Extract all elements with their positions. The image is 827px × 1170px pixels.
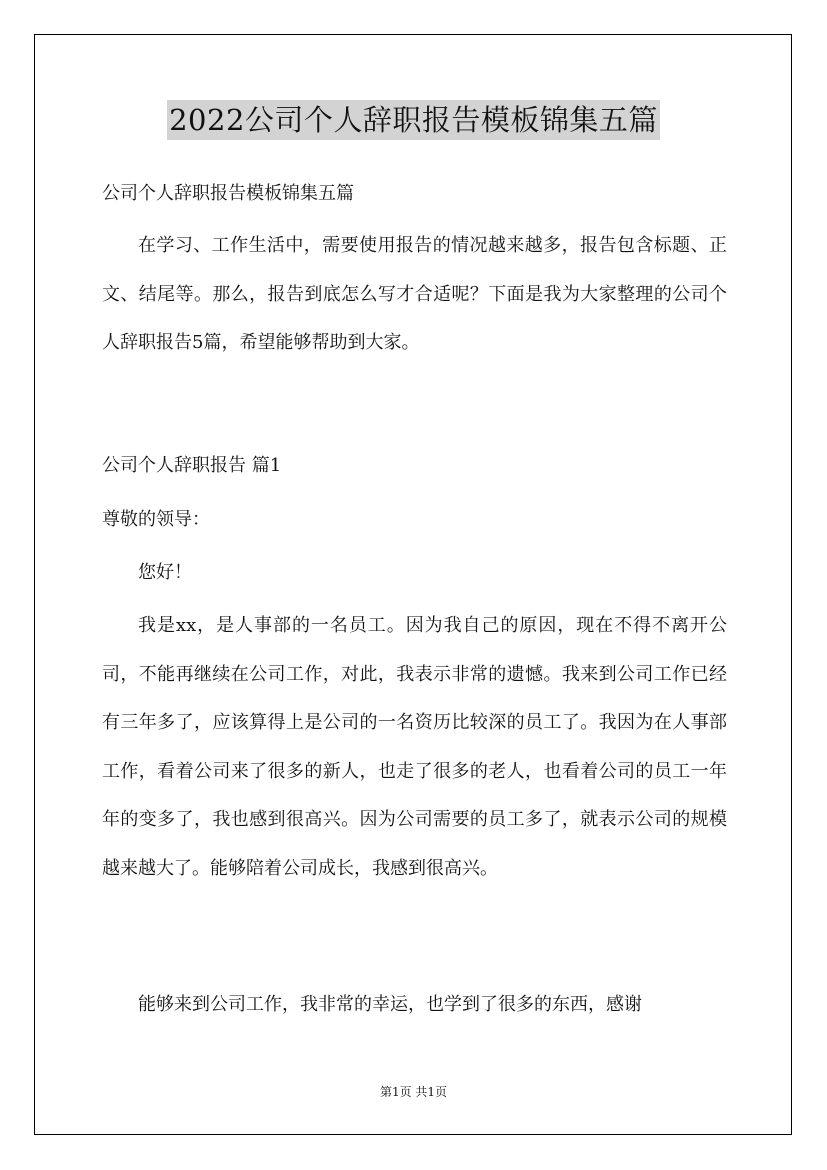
document-title: 2022公司个人辞职报告模板锦集五篇 xyxy=(167,100,660,140)
document-subtitle: 公司个人辞职报告模板锦集五篇 xyxy=(102,183,354,204)
body-paragraph-2: 能够来到公司工作，我非常的幸运，也学到了很多的东西，感谢 xyxy=(138,994,642,1015)
page-footer: 第1页 共1页 xyxy=(379,1085,448,1099)
title-container xyxy=(0,100,827,140)
section-heading: 公司个人辞职报告 篇1 xyxy=(102,455,282,476)
salutation: 尊敬的领导： xyxy=(102,509,210,530)
intro-paragraph: 在学习、工作生活中，需要使用报告的情况越来越多，报告包含标题、正文、结尾等。那么，报告到底怎么写才合适呢？下面是我为大家整理的公司个人辞职报告5篇，希望能够帮助到大家。 xyxy=(102,235,727,353)
greeting: 您好！ xyxy=(138,562,192,583)
body-paragraph-1: 我是xx，是人事部的一名员工。因为我自己的原因，现在不得不离开公司，不能再继续在公司工作，对此，我表示非常的遗憾。我来到公司工作已经有三年多了，应该算得上是公司的一名资历比较深的员工了。我因为在人事部工作，看着公司来了很多的新人，也走了很多的老人，也看着公司的员工一年年的变多了，我也感到很高兴。因为公司需要的员工多了，就表示公司的规模越来越大了。能够陪着公司成长，我感到很高兴。 xyxy=(102,615,727,879)
